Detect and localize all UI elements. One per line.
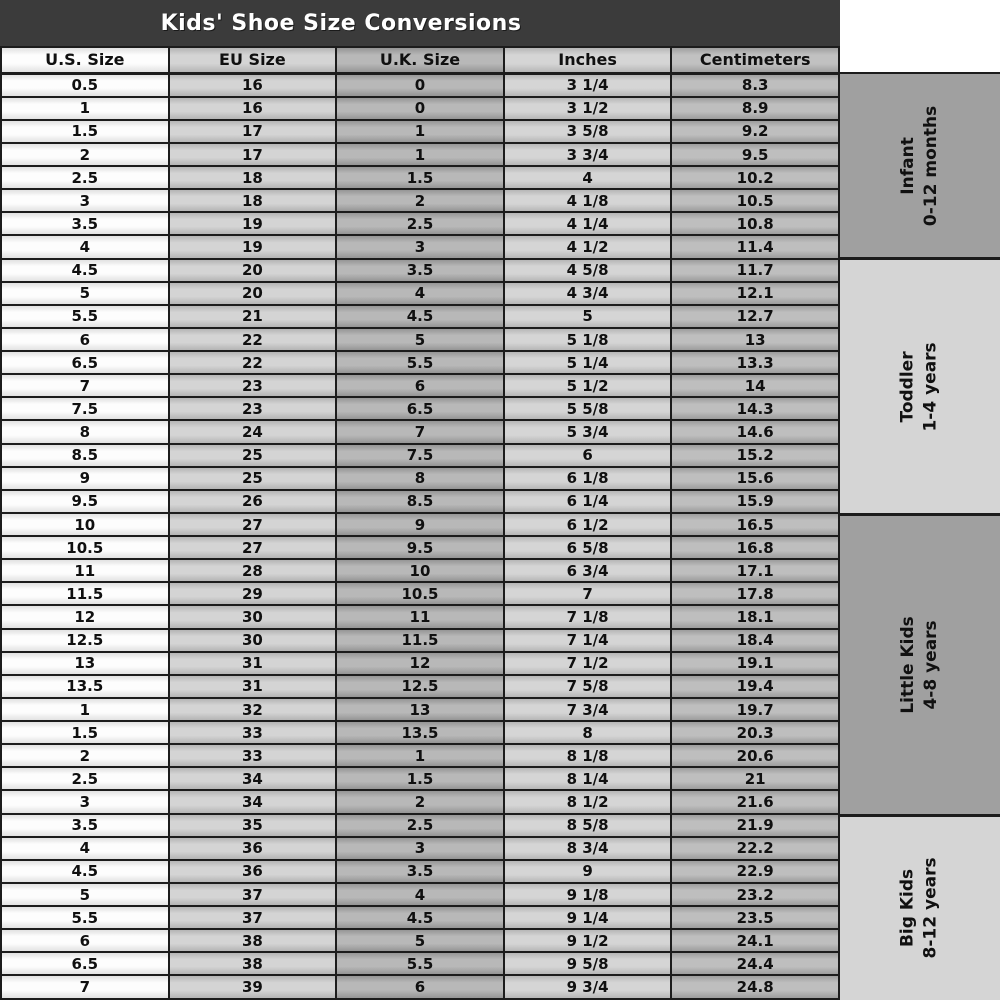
age-group-infant xyxy=(840,72,1000,257)
cell-inches: 9 5/8 xyxy=(504,952,672,975)
age-group-sidebar xyxy=(840,72,1000,1000)
cell-us-size: 8 xyxy=(1,420,169,443)
table-row xyxy=(1,790,839,813)
cell-centimeters: 20.6 xyxy=(671,744,839,767)
cell-inches: 5 3/4 xyxy=(504,420,672,443)
cell-us-size: 12 xyxy=(1,605,169,628)
age-group-label: Infant 0-12 months xyxy=(898,105,941,226)
cell-eu-size: 19 xyxy=(169,235,337,258)
cell-eu-size: 34 xyxy=(169,790,337,813)
cell-centimeters: 20.3 xyxy=(671,721,839,744)
cell-inches: 6 xyxy=(504,444,672,467)
cell-inches: 8 1/4 xyxy=(504,767,672,790)
cell-us-size: 4.5 xyxy=(1,259,169,282)
cell-eu-size: 33 xyxy=(169,721,337,744)
cell-uk-size: 2.5 xyxy=(336,212,504,235)
cell-inches: 6 1/4 xyxy=(504,490,672,513)
cell-centimeters: 21.9 xyxy=(671,814,839,837)
table-row xyxy=(1,883,839,906)
cell-us-size: 11 xyxy=(1,559,169,582)
cell-us-size: 4 xyxy=(1,235,169,258)
cell-centimeters: 23.2 xyxy=(671,883,839,906)
cell-inches: 4 1/8 xyxy=(504,189,672,212)
cell-uk-size: 3 xyxy=(336,235,504,258)
cell-uk-size: 8 xyxy=(336,467,504,490)
cell-uk-size: 10.5 xyxy=(336,582,504,605)
table-row xyxy=(1,860,839,883)
cell-inches: 3 3/4 xyxy=(504,143,672,166)
table-row xyxy=(1,444,839,467)
cell-us-size: 9.5 xyxy=(1,490,169,513)
cell-uk-size: 8.5 xyxy=(336,490,504,513)
cell-centimeters: 16.8 xyxy=(671,536,839,559)
cell-us-size: 6.5 xyxy=(1,351,169,374)
cell-uk-size: 5 xyxy=(336,328,504,351)
cell-centimeters: 11.4 xyxy=(671,235,839,258)
cell-eu-size: 38 xyxy=(169,929,337,952)
cell-eu-size: 30 xyxy=(169,629,337,652)
table-row xyxy=(1,559,839,582)
cell-uk-size: 1 xyxy=(336,744,504,767)
column-header-us-size: U.S. Size xyxy=(1,47,169,73)
cell-inches: 7 5/8 xyxy=(504,675,672,698)
cell-eu-size: 22 xyxy=(169,328,337,351)
cell-eu-size: 38 xyxy=(169,952,337,975)
cell-inches: 5 1/4 xyxy=(504,351,672,374)
cell-inches: 9 xyxy=(504,860,672,883)
age-group-big-kids xyxy=(840,814,1000,1000)
cell-us-size: 5 xyxy=(1,883,169,906)
cell-uk-size: 11.5 xyxy=(336,629,504,652)
cell-uk-size: 2 xyxy=(336,189,504,212)
cell-uk-size: 0 xyxy=(336,97,504,120)
cell-us-size: 6.5 xyxy=(1,952,169,975)
cell-eu-size: 28 xyxy=(169,559,337,582)
cell-eu-size: 20 xyxy=(169,282,337,305)
cell-centimeters: 18.1 xyxy=(671,605,839,628)
cell-centimeters: 13.3 xyxy=(671,351,839,374)
table-row xyxy=(1,605,839,628)
cell-centimeters: 15.6 xyxy=(671,467,839,490)
cell-inches: 7 xyxy=(504,582,672,605)
cell-inches: 4 xyxy=(504,166,672,189)
cell-uk-size: 5.5 xyxy=(336,351,504,374)
cell-us-size: 12.5 xyxy=(1,629,169,652)
cell-inches: 7 3/4 xyxy=(504,698,672,721)
cell-centimeters: 24.8 xyxy=(671,975,839,999)
table-row xyxy=(1,837,839,860)
cell-eu-size: 18 xyxy=(169,189,337,212)
cell-centimeters: 16.5 xyxy=(671,513,839,536)
cell-eu-size: 37 xyxy=(169,883,337,906)
cell-us-size: 6 xyxy=(1,328,169,351)
cell-uk-size: 4 xyxy=(336,282,504,305)
cell-inches: 8 1/2 xyxy=(504,790,672,813)
cell-inches: 4 3/4 xyxy=(504,282,672,305)
cell-eu-size: 23 xyxy=(169,374,337,397)
cell-centimeters: 9.5 xyxy=(671,143,839,166)
column-header-eu-size: EU Size xyxy=(169,47,337,73)
cell-centimeters: 10.5 xyxy=(671,189,839,212)
size-table xyxy=(0,46,840,1000)
age-group-label: Little Kids 4-8 years xyxy=(898,615,941,714)
table-row xyxy=(1,652,839,675)
cell-us-size: 2 xyxy=(1,744,169,767)
cell-uk-size: 7 xyxy=(336,420,504,443)
table-row xyxy=(1,328,839,351)
cell-inches: 6 1/2 xyxy=(504,513,672,536)
cell-us-size: 6 xyxy=(1,929,169,952)
cell-eu-size: 30 xyxy=(169,605,337,628)
cell-eu-size: 19 xyxy=(169,212,337,235)
cell-centimeters: 19.7 xyxy=(671,698,839,721)
cell-eu-size: 34 xyxy=(169,767,337,790)
cell-uk-size: 1.5 xyxy=(336,166,504,189)
cell-centimeters: 9.2 xyxy=(671,120,839,143)
cell-uk-size: 5 xyxy=(336,929,504,952)
cell-inches: 4 1/2 xyxy=(504,235,672,258)
table-row xyxy=(1,467,839,490)
cell-us-size: 3 xyxy=(1,189,169,212)
cell-eu-size: 20 xyxy=(169,259,337,282)
cell-centimeters: 19.4 xyxy=(671,675,839,698)
column-header-uk-size: U.K. Size xyxy=(336,47,504,73)
cell-inches: 4 1/4 xyxy=(504,212,672,235)
table-row xyxy=(1,814,839,837)
cell-inches: 6 1/8 xyxy=(504,467,672,490)
cell-eu-size: 18 xyxy=(169,166,337,189)
cell-inches: 9 1/4 xyxy=(504,906,672,929)
table-header xyxy=(1,47,839,73)
cell-us-size: 13 xyxy=(1,652,169,675)
cell-centimeters: 15.2 xyxy=(671,444,839,467)
table-row xyxy=(1,767,839,790)
cell-us-size: 4 xyxy=(1,837,169,860)
cell-centimeters: 15.9 xyxy=(671,490,839,513)
cell-centimeters: 10.8 xyxy=(671,212,839,235)
cell-uk-size: 1 xyxy=(336,143,504,166)
cell-us-size: 9 xyxy=(1,467,169,490)
cell-centimeters: 14 xyxy=(671,374,839,397)
cell-us-size: 4.5 xyxy=(1,860,169,883)
cell-us-size: 5.5 xyxy=(1,906,169,929)
cell-inches: 5 1/8 xyxy=(504,328,672,351)
cell-eu-size: 16 xyxy=(169,97,337,120)
cell-centimeters: 24.4 xyxy=(671,952,839,975)
table-row xyxy=(1,744,839,767)
cell-eu-size: 27 xyxy=(169,536,337,559)
table-row xyxy=(1,143,839,166)
table-row xyxy=(1,97,839,120)
cell-us-size: 3 xyxy=(1,790,169,813)
cell-eu-size: 37 xyxy=(169,906,337,929)
cell-uk-size: 4 xyxy=(336,883,504,906)
cell-us-size: 7 xyxy=(1,975,169,999)
cell-eu-size: 27 xyxy=(169,513,337,536)
table-row xyxy=(1,906,839,929)
header-row xyxy=(1,47,839,73)
cell-uk-size: 9 xyxy=(336,513,504,536)
age-group-toddler xyxy=(840,257,1000,512)
cell-eu-size: 16 xyxy=(169,73,337,97)
cell-us-size: 7.5 xyxy=(1,397,169,420)
table-row xyxy=(1,235,839,258)
cell-inches: 8 xyxy=(504,721,672,744)
cell-inches: 3 1/4 xyxy=(504,73,672,97)
cell-inches: 3 1/2 xyxy=(504,97,672,120)
cell-inches: 7 1/4 xyxy=(504,629,672,652)
cell-us-size: 5 xyxy=(1,282,169,305)
cell-inches: 6 3/4 xyxy=(504,559,672,582)
table-row xyxy=(1,374,839,397)
table-row xyxy=(1,698,839,721)
cell-centimeters: 22.9 xyxy=(671,860,839,883)
cell-uk-size: 12.5 xyxy=(336,675,504,698)
cell-us-size: 7 xyxy=(1,374,169,397)
cell-uk-size: 0 xyxy=(336,73,504,97)
table-row xyxy=(1,166,839,189)
title-bar xyxy=(0,0,840,46)
age-group-little-kids xyxy=(840,513,1000,814)
cell-us-size: 8.5 xyxy=(1,444,169,467)
cell-us-size: 10.5 xyxy=(1,536,169,559)
cell-eu-size: 22 xyxy=(169,351,337,374)
cell-inches: 4 5/8 xyxy=(504,259,672,282)
age-group-label: Big Kids 8-12 years xyxy=(898,857,941,959)
cell-uk-size: 6.5 xyxy=(336,397,504,420)
table-row xyxy=(1,397,839,420)
cell-us-size: 5.5 xyxy=(1,305,169,328)
cell-inches: 8 5/8 xyxy=(504,814,672,837)
cell-uk-size: 1 xyxy=(336,120,504,143)
cell-eu-size: 36 xyxy=(169,837,337,860)
cell-eu-size: 17 xyxy=(169,120,337,143)
cell-centimeters: 14.6 xyxy=(671,420,839,443)
cell-us-size: 1 xyxy=(1,698,169,721)
cell-centimeters: 18.4 xyxy=(671,629,839,652)
cell-eu-size: 25 xyxy=(169,444,337,467)
cell-us-size: 10 xyxy=(1,513,169,536)
table-row xyxy=(1,420,839,443)
cell-centimeters: 21 xyxy=(671,767,839,790)
cell-uk-size: 10 xyxy=(336,559,504,582)
table-row xyxy=(1,721,839,744)
cell-centimeters: 8.9 xyxy=(671,97,839,120)
table-row xyxy=(1,536,839,559)
table-row xyxy=(1,929,839,952)
cell-uk-size: 6 xyxy=(336,975,504,999)
cell-eu-size: 31 xyxy=(169,675,337,698)
cell-us-size: 2.5 xyxy=(1,166,169,189)
table-row xyxy=(1,212,839,235)
cell-uk-size: 13 xyxy=(336,698,504,721)
cell-centimeters: 17.1 xyxy=(671,559,839,582)
table-row xyxy=(1,513,839,536)
cell-eu-size: 29 xyxy=(169,582,337,605)
cell-uk-size: 3 xyxy=(336,837,504,860)
column-header-inches: Inches xyxy=(504,47,672,73)
cell-centimeters: 12.1 xyxy=(671,282,839,305)
cell-eu-size: 31 xyxy=(169,652,337,675)
cell-inches: 5 xyxy=(504,305,672,328)
cell-uk-size: 3.5 xyxy=(336,259,504,282)
cell-us-size: 1 xyxy=(1,97,169,120)
cell-inches: 7 1/2 xyxy=(504,652,672,675)
table-row xyxy=(1,120,839,143)
cell-eu-size: 35 xyxy=(169,814,337,837)
cell-centimeters: 17.8 xyxy=(671,582,839,605)
cell-centimeters: 10.2 xyxy=(671,166,839,189)
page-title: Kids' Shoe Size Conversions xyxy=(160,10,522,36)
column-header-centimeters: Centimeters xyxy=(671,47,839,73)
cell-inches: 8 3/4 xyxy=(504,837,672,860)
cell-eu-size: 32 xyxy=(169,698,337,721)
cell-us-size: 1.5 xyxy=(1,721,169,744)
table-row xyxy=(1,952,839,975)
cell-centimeters: 22.2 xyxy=(671,837,839,860)
cell-uk-size: 5.5 xyxy=(336,952,504,975)
cell-inches: 9 1/8 xyxy=(504,883,672,906)
cell-eu-size: 17 xyxy=(169,143,337,166)
cell-us-size: 1.5 xyxy=(1,120,169,143)
cell-us-size: 13.5 xyxy=(1,675,169,698)
cell-us-size: 2.5 xyxy=(1,767,169,790)
table-row xyxy=(1,582,839,605)
table-row xyxy=(1,73,839,97)
table-row xyxy=(1,282,839,305)
cell-centimeters: 23.5 xyxy=(671,906,839,929)
cell-inches: 5 5/8 xyxy=(504,397,672,420)
cell-us-size: 3.5 xyxy=(1,814,169,837)
cell-centimeters: 14.3 xyxy=(671,397,839,420)
cell-uk-size: 2.5 xyxy=(336,814,504,837)
cell-eu-size: 39 xyxy=(169,975,337,999)
cell-centimeters: 21.6 xyxy=(671,790,839,813)
cell-inches: 5 1/2 xyxy=(504,374,672,397)
cell-uk-size: 13.5 xyxy=(336,721,504,744)
cell-eu-size: 36 xyxy=(169,860,337,883)
cell-centimeters: 13 xyxy=(671,328,839,351)
cell-inches: 9 3/4 xyxy=(504,975,672,999)
cell-eu-size: 23 xyxy=(169,397,337,420)
cell-uk-size: 7.5 xyxy=(336,444,504,467)
cell-inches: 8 1/8 xyxy=(504,744,672,767)
cell-uk-size: 3.5 xyxy=(336,860,504,883)
table-row xyxy=(1,351,839,374)
cell-eu-size: 24 xyxy=(169,420,337,443)
cell-centimeters: 8.3 xyxy=(671,73,839,97)
cell-uk-size: 2 xyxy=(336,790,504,813)
cell-us-size: 3.5 xyxy=(1,212,169,235)
table-row xyxy=(1,259,839,282)
table-row xyxy=(1,490,839,513)
cell-centimeters: 19.1 xyxy=(671,652,839,675)
cell-uk-size: 11 xyxy=(336,605,504,628)
cell-uk-size: 6 xyxy=(336,374,504,397)
cell-eu-size: 26 xyxy=(169,490,337,513)
table-row xyxy=(1,189,839,212)
table-row xyxy=(1,629,839,652)
table-row xyxy=(1,675,839,698)
cell-uk-size: 12 xyxy=(336,652,504,675)
cell-uk-size: 4.5 xyxy=(336,305,504,328)
cell-inches: 7 1/8 xyxy=(504,605,672,628)
cell-us-size: 0.5 xyxy=(1,73,169,97)
cell-eu-size: 21 xyxy=(169,305,337,328)
age-group-label: Toddler 1-4 years xyxy=(898,341,941,432)
cell-inches: 6 5/8 xyxy=(504,536,672,559)
cell-uk-size: 9.5 xyxy=(336,536,504,559)
cell-eu-size: 33 xyxy=(169,744,337,767)
table-row xyxy=(1,975,839,999)
cell-centimeters: 24.1 xyxy=(671,929,839,952)
cell-inches: 3 5/8 xyxy=(504,120,672,143)
cell-us-size: 2 xyxy=(1,143,169,166)
cell-centimeters: 11.7 xyxy=(671,259,839,282)
cell-uk-size: 1.5 xyxy=(336,767,504,790)
cell-uk-size: 4.5 xyxy=(336,906,504,929)
table-body xyxy=(1,73,839,999)
cell-us-size: 11.5 xyxy=(1,582,169,605)
cell-centimeters: 12.7 xyxy=(671,305,839,328)
table-row xyxy=(1,305,839,328)
cell-eu-size: 25 xyxy=(169,467,337,490)
cell-inches: 9 1/2 xyxy=(504,929,672,952)
